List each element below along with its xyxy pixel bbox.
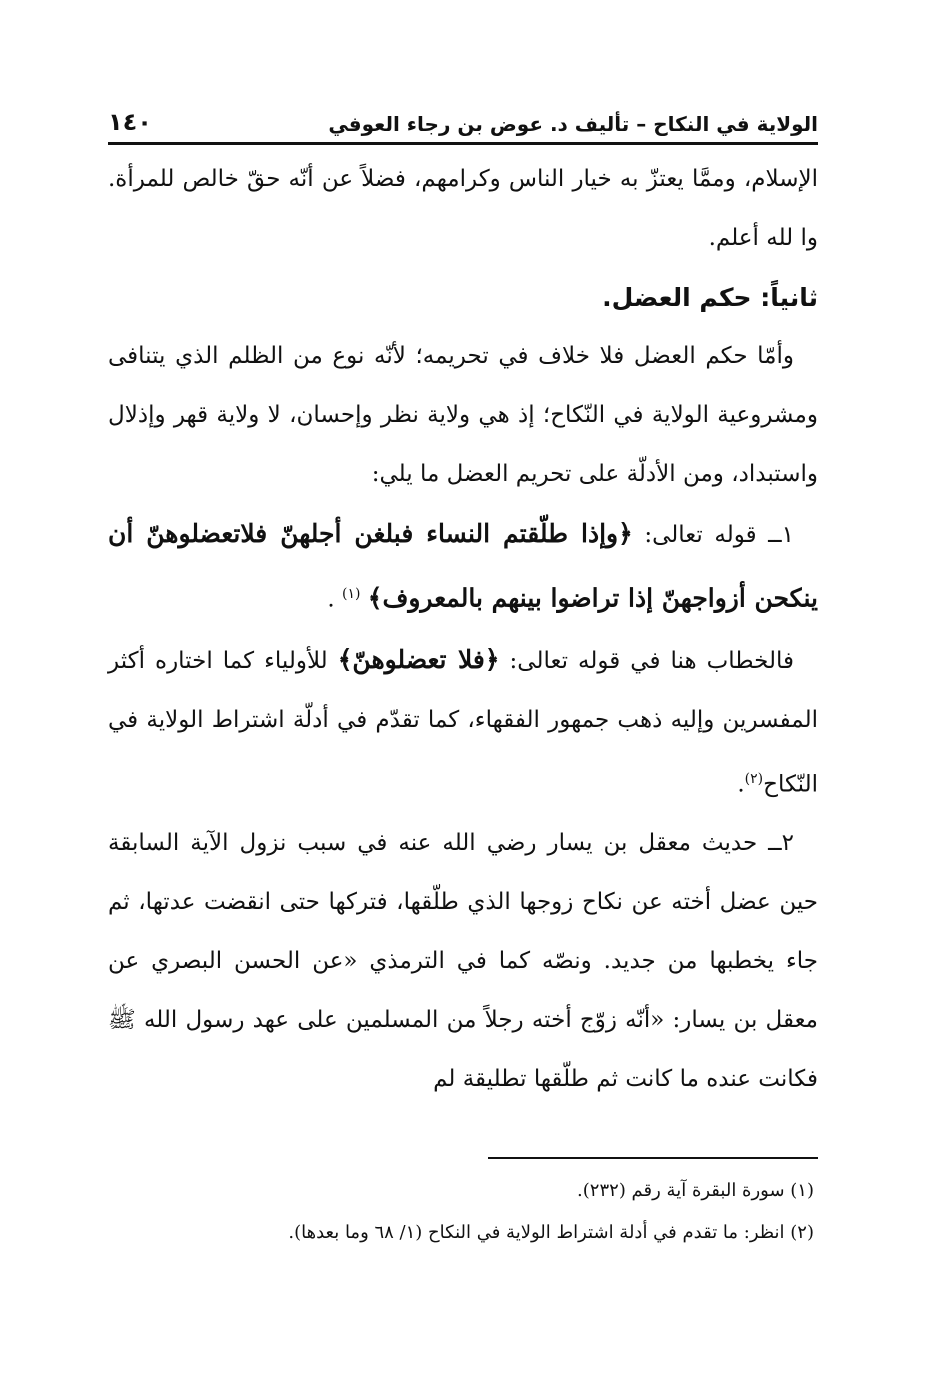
paragraph-1: الإسلام، وممَّا يعتزّ به خيار الناس وكرامهم، فضلاً عن أنّه حقّ خالص للمرأة. وا لله أعلم. (108, 166, 818, 251)
quran-verse-1: ﴿وإذا طلّقتم النساء فبلغن أجلهنّ فلاتعضلوهنّ أن ينكحن أزواجهنّ إذا تراضوا بينهم بالمعروف﴾ (108, 519, 818, 613)
paragraph-3 (108, 504, 818, 630)
footnotes (108, 1170, 814, 1254)
header-title: الولاية في النكاح – تأليف د. عوض بن رجاء العوفي (328, 112, 818, 136)
running-header (108, 98, 818, 145)
p3-end: . (327, 586, 335, 613)
paragraph-5: ٢ــ حديث معقل بن يسار رضي الله عنه في سبب نزول الآية السابقة حين عضل أخته عن نكاح زوجها الذي طلّقها، فتركها حتى انقضت عدتها، ثم جاء يخطبها من جديد. ونصّه كما في الترمذي «عن الحسن البصري عن معقل بن يسار: «أنّه زوّج أخته رجلاً من المسلمين على عهد رسول الله ﷺ فكانت عنده ما كانت ثم طلّقها تطليقة لم (108, 830, 818, 1093)
paragraph-4 (108, 630, 818, 815)
section-heading: ثانياً: حكم العضل. (602, 283, 818, 312)
footnote-1: (١) سورة البقرة آية رقم (٢٣٢). (577, 1180, 814, 1201)
p3-lead: ١ــ قوله تعالى: (644, 522, 795, 548)
page-number: ١٤٠ (108, 108, 152, 136)
body-text (108, 150, 818, 1109)
paragraph-2: وأمّا حكم العضل فلا خلاف في تحريمه؛ لأنّه نوع من الظلم الذي يتنافى ومشروعية الولاية في النّكاح؛ إذ هي ولاية نظر وإحسان، لا ولاية قهر وإذلال واستبداد، ومن الأدلّة على تحريم العضل ما يلي: (108, 343, 818, 487)
footnote-2: (٢) انظر: ما تقدم في أدلة اشتراط الولاية في النكاح (١/ ٦٨ وما بعدها). (288, 1222, 814, 1243)
p4-rest: للأولياء كما اختاره أكثر المفسرين وإليه ذهب جمهور الفقهاء، كما تقدّم في أدلّة اشتراط الولاية في النّكاح (108, 647, 818, 798)
footnote-ref-1: (١) (342, 586, 361, 602)
p4-end: . (737, 771, 745, 798)
quran-verse-2: ﴿فلا تعضلوهنّ﴾ (337, 644, 500, 674)
footnote-divider (488, 1157, 818, 1159)
p4-lead: فالخطاب هنا في قوله تعالى: (509, 647, 795, 674)
footnote-ref-2: (٢) (744, 770, 764, 787)
